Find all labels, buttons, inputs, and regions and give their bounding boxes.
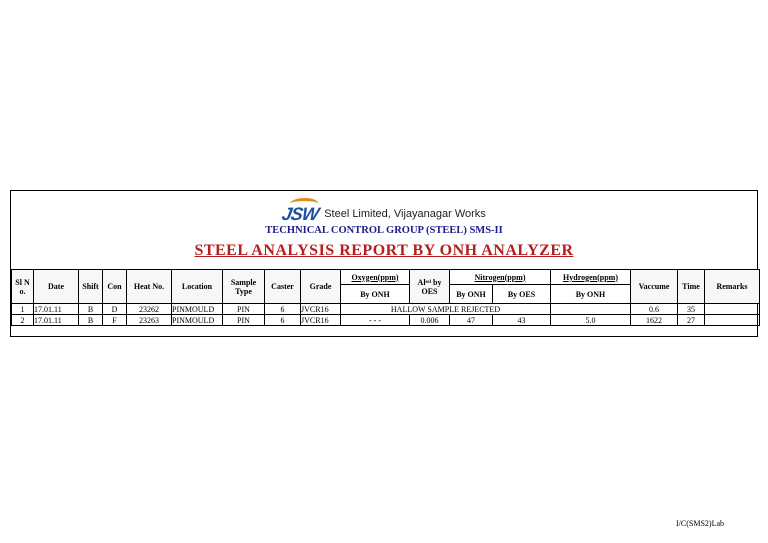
col-group-hydrogen: Hydrogen(ppm) — [551, 270, 631, 285]
company-logo — [11, 204, 757, 224]
col-shift: Shift — [79, 270, 103, 304]
cell-location: PINMOULD — [172, 315, 223, 326]
cell-time: 35 — [678, 304, 705, 315]
cell-hydrogen — [551, 304, 631, 315]
footer-signature: I/C(SMS2)Lab — [676, 519, 724, 528]
report-title: STEEL ANALYSIS REPORT BY ONH ANALYZER — [194, 242, 574, 259]
cell-sl: 1 — [12, 304, 34, 315]
col-date: Date — [34, 270, 79, 304]
cell-location: PINMOULD — [172, 304, 223, 315]
cell-vaccume: 0.6 — [631, 304, 678, 315]
col-sl-no: Sl N o. — [12, 270, 34, 304]
cell-nitrogen-oes: 43 — [493, 315, 551, 326]
cell-heat: 23262 — [127, 304, 172, 315]
col-group-oxygen: Oxygen(ppm) — [341, 270, 410, 285]
col-sample-type: Sample Type — [223, 270, 265, 304]
cell-hydrogen: 5.0 — [551, 315, 631, 326]
analysis-table — [11, 269, 760, 326]
cell-con: D — [103, 304, 127, 315]
col-nitrogen-by-oes: By OES — [493, 285, 551, 304]
col-hydrogen-by-onh: By ONH — [551, 285, 631, 304]
cell-shift: B — [79, 304, 103, 315]
col-con: Con — [103, 270, 127, 304]
cell-sample-type: PIN — [223, 315, 265, 326]
cell-grade: JVCR16 — [301, 315, 341, 326]
cell-al: 0.006 — [410, 315, 450, 326]
cell-sample-type: PIN — [223, 304, 265, 315]
jsw-logo-icon: JSW — [280, 204, 320, 225]
group-title: TECHNICAL CONTROL GROUP (STEEL) SMS-II — [265, 225, 503, 236]
table-row — [12, 315, 760, 326]
col-oxygen-by-onh: By ONH — [341, 285, 410, 304]
col-location: Location — [172, 270, 223, 304]
col-caster: Caster — [265, 270, 301, 304]
cell-time: 27 — [678, 315, 705, 326]
col-nitrogen-by-onh: By ONH — [450, 285, 493, 304]
cell-remarks — [705, 315, 760, 326]
col-remarks: Remarks — [705, 270, 760, 304]
col-time: Time — [678, 270, 705, 304]
report-frame — [10, 190, 758, 337]
cell-heat: 23263 — [127, 315, 172, 326]
cell-vaccume: 1622 — [631, 315, 678, 326]
company-name: Steel Limited, Vijayanagar Works — [324, 208, 486, 220]
report-header — [11, 191, 757, 268]
col-vaccume: Vaccume — [631, 270, 678, 304]
col-grade: Grade — [301, 270, 341, 304]
cell-note: HALLOW SAMPLE REJECTED — [341, 304, 551, 315]
col-al-by-oes: Alˢᵒˡ by OES — [410, 270, 450, 304]
cell-sl: 2 — [12, 315, 34, 326]
cell-caster: 6 — [265, 315, 301, 326]
cell-caster: 6 — [265, 304, 301, 315]
col-heat-no: Heat No. — [127, 270, 172, 304]
col-group-nitrogen: Nitrogen(ppm) — [450, 270, 551, 285]
cell-oxygen: - - - — [341, 315, 410, 326]
cell-nitrogen-onh: 47 — [450, 315, 493, 326]
cell-date: 17.01.11 — [34, 315, 79, 326]
table-row — [12, 304, 760, 315]
cell-shift: B — [79, 315, 103, 326]
cell-grade: JVCR16 — [301, 304, 341, 315]
cell-con: F — [103, 315, 127, 326]
cell-remarks — [705, 304, 760, 315]
cell-date: 17.01.11 — [34, 304, 79, 315]
